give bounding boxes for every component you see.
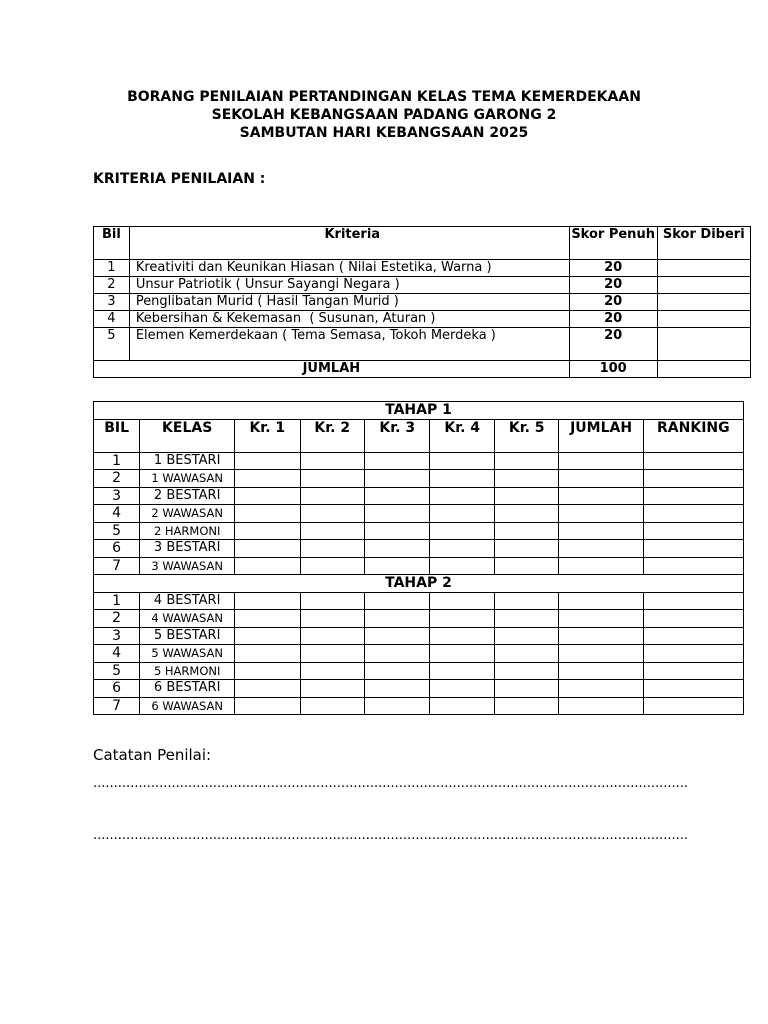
class-name: 2 WAWASAN <box>140 505 235 523</box>
header-kr4: Kr. 4 <box>430 419 494 452</box>
score-cell[interactable] <box>365 680 430 698</box>
score-cell[interactable] <box>430 592 494 610</box>
class-name: 2 HARMONI <box>140 522 235 540</box>
class-row <box>94 522 744 540</box>
ranking-header-row <box>94 419 744 452</box>
score-cell[interactable] <box>494 540 558 558</box>
score-cell[interactable] <box>559 522 643 540</box>
score-cell[interactable] <box>235 627 300 645</box>
criteria-text: Kreativiti dan Keunikan Hiasan ( Nilai Estetika, Warna ) <box>129 260 569 277</box>
score-cell[interactable] <box>235 540 300 558</box>
score-cell[interactable] <box>235 697 300 715</box>
class-bil: 5 <box>94 662 140 680</box>
criteria-row <box>94 311 751 328</box>
header-jumlah: JUMLAH <box>559 419 643 452</box>
score-cell[interactable] <box>300 610 364 628</box>
score-cell[interactable] <box>365 697 430 715</box>
criteria-full-score: 20 <box>569 311 657 328</box>
class-row <box>94 470 744 488</box>
score-cell[interactable] <box>365 487 430 505</box>
score-cell[interactable] <box>494 470 558 488</box>
score-cell[interactable] <box>365 470 430 488</box>
score-cell[interactable] <box>235 610 300 628</box>
score-cell[interactable] <box>643 557 743 575</box>
score-cell[interactable] <box>494 452 558 470</box>
header-kelas: KELAS <box>140 419 235 452</box>
score-cell[interactable] <box>643 487 743 505</box>
score-cell[interactable] <box>494 645 558 663</box>
score-cell[interactable] <box>559 557 643 575</box>
class-row <box>94 540 744 558</box>
class-name: 5 WAWASAN <box>140 645 235 663</box>
criteria-full-score: 20 <box>569 328 657 361</box>
score-cell[interactable] <box>643 505 743 523</box>
score-cell[interactable] <box>300 557 364 575</box>
score-cell[interactable] <box>365 610 430 628</box>
score-cell[interactable] <box>643 662 743 680</box>
stage-2-body <box>94 592 744 715</box>
score-cell[interactable] <box>300 680 364 698</box>
criteria-given-score-cell[interactable] <box>657 294 750 311</box>
total-score: 100 <box>569 361 657 378</box>
header-bil: Bil <box>94 227 130 260</box>
class-bil: 3 <box>94 627 140 645</box>
score-cell[interactable] <box>494 662 558 680</box>
score-cell[interactable] <box>559 452 643 470</box>
class-name: 4 BESTARI <box>140 592 235 610</box>
notes-line-2[interactable]: ................................................................................................................................................ <box>93 828 689 843</box>
stage-1-body <box>94 452 744 575</box>
event-name: SAMBUTAN HARI KEBANGSAAN 2025 <box>239 125 529 141</box>
criteria-total-row <box>94 361 751 378</box>
class-bil: 3 <box>94 487 140 505</box>
class-row <box>94 680 744 698</box>
score-cell[interactable] <box>300 487 364 505</box>
score-cell[interactable] <box>430 662 494 680</box>
score-cell[interactable] <box>559 592 643 610</box>
score-cell[interactable] <box>643 540 743 558</box>
score-cell[interactable] <box>235 662 300 680</box>
score-cell[interactable] <box>430 557 494 575</box>
score-cell[interactable] <box>235 487 300 505</box>
score-cell[interactable] <box>559 680 643 698</box>
class-name: 5 BESTARI <box>140 627 235 645</box>
criteria-given-score-cell[interactable] <box>657 311 750 328</box>
class-name: 3 BESTARI <box>140 540 235 558</box>
class-name: 4 WAWASAN <box>140 610 235 628</box>
score-cell[interactable] <box>365 522 430 540</box>
score-cell[interactable] <box>430 487 494 505</box>
criteria-heading: KRITERIA PENILAIAN : <box>93 171 266 187</box>
score-cell[interactable] <box>300 645 364 663</box>
score-cell[interactable] <box>365 662 430 680</box>
criteria-row <box>94 260 751 277</box>
score-cell[interactable] <box>300 627 364 645</box>
score-cell[interactable] <box>430 680 494 698</box>
criteria-given-score-cell[interactable] <box>657 260 750 277</box>
score-cell[interactable] <box>643 645 743 663</box>
class-row <box>94 645 744 663</box>
score-cell[interactable] <box>559 627 643 645</box>
score-cell[interactable] <box>235 557 300 575</box>
class-row <box>94 487 744 505</box>
class-bil: 7 <box>94 557 140 575</box>
score-cell[interactable] <box>300 470 364 488</box>
score-cell[interactable] <box>643 452 743 470</box>
class-bil: 1 <box>94 452 140 470</box>
score-cell[interactable] <box>235 645 300 663</box>
score-cell[interactable] <box>559 505 643 523</box>
class-bil: 6 <box>94 680 140 698</box>
class-bil: 2 <box>94 470 140 488</box>
header-kriteria: Kriteria <box>129 227 569 260</box>
criteria-given-score-cell[interactable] <box>657 328 750 361</box>
class-row <box>94 697 744 715</box>
class-row <box>94 662 744 680</box>
score-cell[interactable] <box>365 557 430 575</box>
score-cell[interactable] <box>430 505 494 523</box>
score-cell[interactable] <box>643 592 743 610</box>
score-cell[interactable] <box>643 627 743 645</box>
class-bil: 7 <box>94 697 140 715</box>
header-kr2: Kr. 2 <box>300 419 364 452</box>
stage-title: TAHAP 2 <box>94 575 744 593</box>
criteria-text: Kebersihan & Kekemasan ( Susunan, Aturan ) <box>129 311 569 328</box>
score-cell[interactable] <box>430 522 494 540</box>
criteria-text: Unsur Patriotik ( Unsur Sayangi Negara ) <box>129 277 569 294</box>
notes-line-1[interactable]: ................................................................................................................................................ <box>93 776 689 791</box>
score-cell[interactable] <box>494 505 558 523</box>
score-cell[interactable] <box>430 697 494 715</box>
header-kr3: Kr. 3 <box>365 419 430 452</box>
score-cell[interactable] <box>559 470 643 488</box>
class-row <box>94 557 744 575</box>
score-cell[interactable] <box>365 627 430 645</box>
class-name: 2 BESTARI <box>140 487 235 505</box>
score-cell[interactable] <box>365 505 430 523</box>
score-cell[interactable] <box>430 470 494 488</box>
score-cell[interactable] <box>235 452 300 470</box>
criteria-header-row <box>94 227 751 260</box>
score-cell[interactable] <box>494 627 558 645</box>
score-cell[interactable] <box>494 522 558 540</box>
score-cell[interactable] <box>235 592 300 610</box>
score-cell[interactable] <box>643 697 743 715</box>
class-name: 1 BESTARI <box>140 452 235 470</box>
score-cell[interactable] <box>643 522 743 540</box>
stage-row <box>94 402 744 420</box>
criteria-bil: 3 <box>94 294 130 311</box>
score-cell[interactable] <box>300 522 364 540</box>
class-bil: 5 <box>94 522 140 540</box>
score-cell[interactable] <box>643 680 743 698</box>
score-cell[interactable] <box>300 452 364 470</box>
score-cell[interactable] <box>365 452 430 470</box>
score-cell[interactable] <box>559 645 643 663</box>
criteria-bil: 1 <box>94 260 130 277</box>
criteria-bil: 4 <box>94 311 130 328</box>
criteria-full-score: 20 <box>569 277 657 294</box>
score-cell[interactable] <box>559 540 643 558</box>
score-cell[interactable] <box>643 610 743 628</box>
score-cell[interactable] <box>300 697 364 715</box>
header-kr1: Kr. 1 <box>235 419 300 452</box>
criteria-row <box>94 294 751 311</box>
form-title: BORANG PENILAIAN PERTANDINGAN KELAS TEMA KEMERDEKAAN <box>127 89 641 105</box>
header-kr5: Kr. 5 <box>494 419 558 452</box>
header-ranking: RANKING <box>643 419 743 452</box>
criteria-row <box>94 277 751 294</box>
class-bil: 6 <box>94 540 140 558</box>
score-cell[interactable] <box>494 610 558 628</box>
criteria-bil: 5 <box>94 328 130 361</box>
class-name: 6 BESTARI <box>140 680 235 698</box>
class-name: 5 HARMONI <box>140 662 235 680</box>
class-row <box>94 505 744 523</box>
class-name: 3 WAWASAN <box>140 557 235 575</box>
header-skor-penuh: Skor Penuh <box>569 227 657 260</box>
score-cell[interactable] <box>494 487 558 505</box>
stage-title: TAHAP 1 <box>94 402 744 420</box>
score-cell[interactable] <box>494 680 558 698</box>
ranking-table <box>93 401 744 715</box>
score-cell[interactable] <box>430 645 494 663</box>
class-bil: 4 <box>94 645 140 663</box>
class-bil: 2 <box>94 610 140 628</box>
criteria-full-score: 20 <box>569 294 657 311</box>
header-bil: BIL <box>94 419 140 452</box>
criteria-bil: 2 <box>94 277 130 294</box>
score-cell[interactable] <box>365 592 430 610</box>
criteria-text: Penglibatan Murid ( Hasil Tangan Murid ) <box>129 294 569 311</box>
score-cell[interactable] <box>430 627 494 645</box>
score-cell[interactable] <box>430 610 494 628</box>
score-cell[interactable] <box>235 505 300 523</box>
score-cell[interactable] <box>235 470 300 488</box>
class-bil: 1 <box>94 592 140 610</box>
class-name: 1 WAWASAN <box>140 470 235 488</box>
criteria-text: Elemen Kemerdekaan ( Tema Semasa, Tokoh Merdeka ) <box>129 328 569 361</box>
total-given-cell[interactable] <box>657 361 750 378</box>
class-row <box>94 610 744 628</box>
score-cell[interactable] <box>559 697 643 715</box>
criteria-full-score: 20 <box>569 260 657 277</box>
score-cell[interactable] <box>430 540 494 558</box>
criteria-table <box>93 226 751 378</box>
criteria-given-score-cell[interactable] <box>657 277 750 294</box>
score-cell[interactable] <box>494 697 558 715</box>
score-cell[interactable] <box>300 540 364 558</box>
score-cell[interactable] <box>430 452 494 470</box>
score-cell[interactable] <box>559 610 643 628</box>
notes-label: Catatan Penilai: <box>93 746 212 764</box>
class-name: 6 WAWASAN <box>140 697 235 715</box>
score-cell[interactable] <box>300 505 364 523</box>
score-cell[interactable] <box>300 662 364 680</box>
class-row <box>94 452 744 470</box>
criteria-row <box>94 328 751 361</box>
score-cell[interactable] <box>365 540 430 558</box>
score-cell[interactable] <box>365 645 430 663</box>
score-cell[interactable] <box>559 662 643 680</box>
score-cell[interactable] <box>643 470 743 488</box>
class-bil: 4 <box>94 505 140 523</box>
class-row <box>94 592 744 610</box>
score-cell[interactable] <box>494 592 558 610</box>
score-cell[interactable] <box>235 522 300 540</box>
score-cell[interactable] <box>300 592 364 610</box>
class-row <box>94 627 744 645</box>
score-cell[interactable] <box>559 487 643 505</box>
header-skor-diberi: Skor Diberi <box>657 227 750 260</box>
stage-row <box>94 575 744 593</box>
score-cell[interactable] <box>235 680 300 698</box>
school-name: SEKOLAH KEBANGSAAN PADANG GARONG 2 <box>211 107 557 123</box>
score-cell[interactable] <box>494 557 558 575</box>
total-label: JUMLAH <box>94 361 570 378</box>
